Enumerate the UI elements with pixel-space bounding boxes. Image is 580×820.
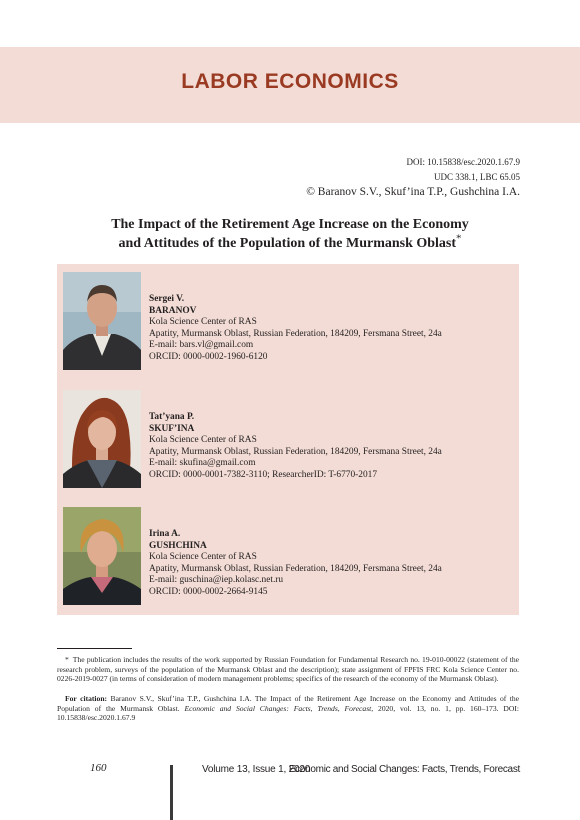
author-card xyxy=(57,264,519,370)
author-email: E-mail: bars.vl@gmail.com xyxy=(149,340,254,351)
author-first-name: Irina A. xyxy=(149,529,181,539)
author-orcid: ORCID: 0000-0002-2664-9145 xyxy=(149,586,268,597)
author-organization: Kola Science Center of RAS xyxy=(149,552,257,563)
udc-lbc: UDC 338.1, LBC 65.05 xyxy=(433,172,520,182)
footnote-divider xyxy=(57,648,132,649)
author-card xyxy=(57,499,519,605)
author-info xyxy=(149,529,509,599)
author-address: Apatity, Murmansk Oblast, Russian Federation, 184209, Fersmana Street, 24a xyxy=(149,446,442,457)
authors-panel xyxy=(57,264,519,615)
author-orcid: ORCID: 0000-0002-1960-6120 xyxy=(149,351,268,362)
author-last-name: SKUF’INA xyxy=(149,423,195,434)
title-footnote-mark: * xyxy=(456,232,462,245)
author-organization: Kola Science Center of RAS xyxy=(149,317,257,328)
author-last-name: BARANOV xyxy=(149,305,197,316)
author-organization: Kola Science Center of RAS xyxy=(149,435,257,446)
author-photo xyxy=(63,272,141,370)
citation-details: , 2020, vol. 13, no. 1, pp. 160–173. DOI: 10.15838/esc.2020.1.67.9 xyxy=(57,703,520,723)
citation-label: For citation: xyxy=(65,694,108,703)
author-info xyxy=(149,294,509,364)
copyright: © Baranov S.V., Skuf’ina T.P., Gushchina I.A. xyxy=(306,186,520,198)
section-title: LABOR ECONOMICS xyxy=(181,70,399,93)
author-info xyxy=(149,412,509,482)
citation-journal: Economic and Social Changes: Facts, Trends, Forecast xyxy=(184,703,372,713)
paper-title-line-2: and Attitudes of the Population of the Murmansk Oblast xyxy=(118,236,457,251)
footnote-mark: * xyxy=(65,655,69,664)
author-email: E-mail: skufina@gmail.com xyxy=(149,458,256,469)
footer-journal: Economic and Social Changes: Facts, Trends, Forecast xyxy=(288,764,520,775)
author-address: Apatity, Murmansk Oblast, Russian Federation, 184209, Fersmana Street, 24a xyxy=(149,563,442,574)
paper-title xyxy=(60,215,520,253)
author-orcid-researcherid: ORCID: 0000-0001-7382-3110; ResearcherID: T-6770-2017 xyxy=(149,469,378,480)
author-photo xyxy=(63,390,141,488)
funding-footnote xyxy=(57,655,519,684)
paper-title-line-1: The Impact of the Retirement Age Increase on the Economy xyxy=(111,217,469,232)
citation-footnote xyxy=(57,694,519,723)
footer-divider xyxy=(170,765,173,820)
author-photo xyxy=(63,507,141,605)
author-first-name: Sergei V. xyxy=(149,294,185,304)
author-first-name: Tat’yana P. xyxy=(149,412,195,422)
author-card xyxy=(57,382,519,488)
doi: DOI: 10.15838/esc.2020.1.67.9 xyxy=(406,157,520,167)
author-address: Apatity, Murmansk Oblast, Russian Federation, 184209, Fersmana Street, 24a xyxy=(149,328,442,339)
citation-authors: Baranov S.V., Skuf’ina T.P., Gushchina I.A. The Impact of the Retirement Age Increase on the Economy and Attitudes of the Population of the Murmansk Oblast. xyxy=(57,694,519,713)
page-number: 160 xyxy=(90,762,107,774)
funding-text: The publication includes the results of the work supported by Russian Foundation for Fundamental Research no. 19-010-00022 (statement of the research problem, surveys of the population of the Murmansk Oblast and the description); state assignment of FPFIS FRC Kola Science Center no. 0226-2019-0027 (in terms of consideration of modern management problems; specifics of the research of the economy of the Murmansk Oblast). xyxy=(57,655,519,684)
author-email: E-mail: guschina@iep.kolasc.net.ru xyxy=(149,575,284,586)
author-last-name: GUSHCHINA xyxy=(149,540,207,551)
footer-issue: Volume 13, Issue 1, 2020 xyxy=(202,764,311,775)
